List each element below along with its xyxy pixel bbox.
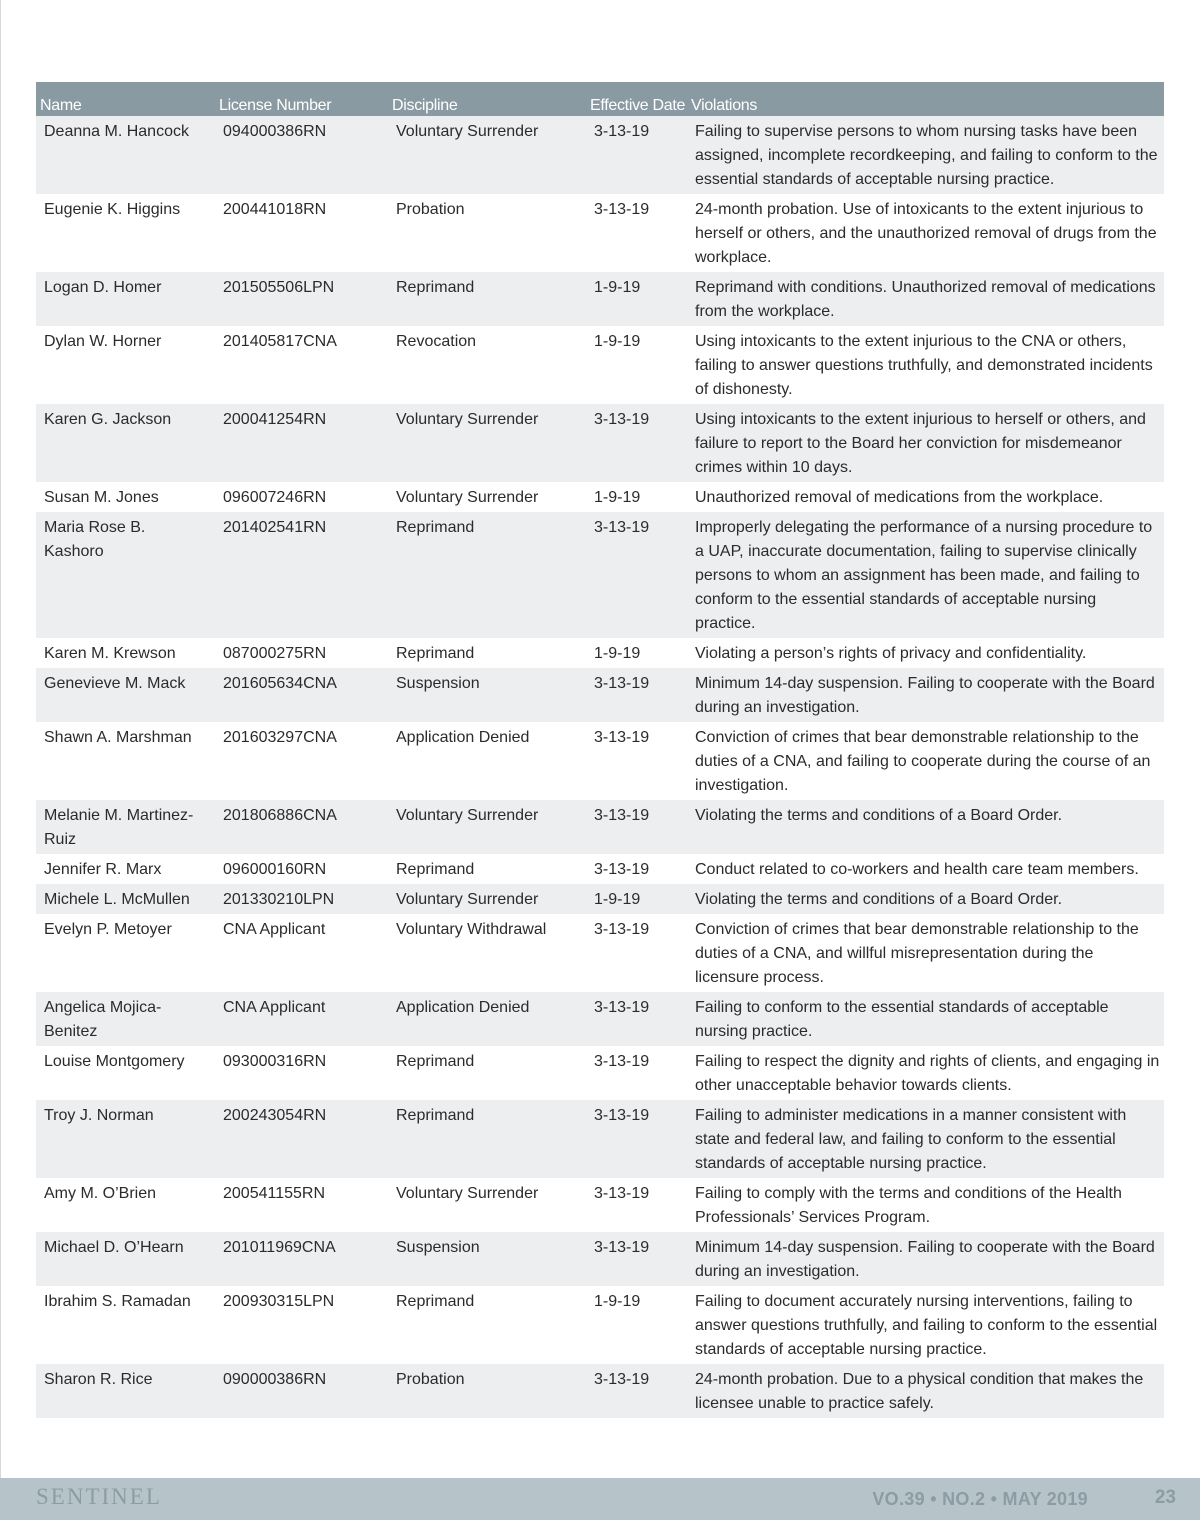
cell-discipline: Probation [396,201,465,218]
cell-discipline: Reprimand [396,645,475,662]
cell-name: Troy J. Norman [44,1107,154,1124]
cell-name: Dylan W. Horner [44,333,162,350]
header-name: Name [40,97,82,114]
cell-violations: 24-month probation. Use of intoxicants to the extent injurious to herself or others, and the unauthorized removal of drugs from the workplace. [695,201,1157,266]
cell-name: Amy M. O’Brien [44,1185,157,1202]
cell-name: Louise Montgomery [44,1053,185,1070]
cell-license: 090000386RN [223,1371,327,1388]
cell-license: 201605634CNA [223,675,337,692]
cell-discipline: Suspension [396,675,480,692]
cell-date: 3-13-19 [594,519,650,536]
cell-license: 200541155RN [223,1185,326,1202]
cell-license: 096007246RN [223,489,327,506]
table-header [36,82,1164,116]
table-row [36,914,1164,992]
cell-date: 3-13-19 [594,999,650,1016]
cell-license: 096000160RN [223,861,327,878]
cell-date: 3-13-19 [594,675,650,692]
header-effective-date: Effective Date [590,97,686,114]
cell-license: 201011969CNA [223,1239,336,1256]
cell-date: 3-13-19 [594,1371,650,1388]
cell-violations: Conduct related to co-workers and health care team members. [695,861,1139,878]
cell-name: Susan M. Jones [44,489,159,506]
cell-license: CNA Applicant [223,999,326,1016]
cell-date: 1-9-19 [594,1293,641,1310]
table-row [36,854,1164,884]
cell-violations: Improperly delegating the performance of a nursing procedure to a UAP, inaccurate documentation, failing to supervise clinically persons to whom an assignment has been made, and failing to conform to the essential standards of acceptable nursing practice. [695,519,1153,632]
cell-violations: Failing to supervise persons to whom nursing tasks have been assigned, incomplete recordkeeping, and failing to conform to the essential standards of acceptable nursing practice. [695,123,1158,188]
cell-date: 1-9-19 [594,333,641,350]
cell-license: 201603297CNA [223,729,337,746]
table-row [36,272,1164,326]
cell-date: 1-9-19 [594,279,641,296]
page-edge [0,0,1,1478]
cell-date: 3-13-19 [594,201,650,218]
cell-discipline: Voluntary Surrender [396,411,539,428]
table-row [36,512,1164,638]
cell-discipline: Reprimand [396,279,475,296]
cell-date: 3-13-19 [594,1107,650,1124]
cell-license: 200041254RN [223,411,327,428]
page-number: 23 [1154,1487,1176,1508]
table-row [36,404,1164,482]
cell-discipline: Probation [396,1371,465,1388]
cell-date: 3-13-19 [594,1185,650,1202]
cell-license: 201330210LPN [223,891,335,908]
cell-date: 3-13-19 [594,1053,650,1070]
cell-violations: Failing to comply with the terms and conditions of the Health Professionals’ Services Program. [695,1185,1122,1226]
cell-date: 3-13-19 [594,411,650,428]
cell-violations: Conviction of crimes that bear demonstrable relationship to the duties of a CNA, and willful misrepresentation during the licensure process. [695,921,1139,986]
cell-date: 3-13-19 [594,123,650,140]
cell-name: Maria Rose B. Kashoro [44,519,146,560]
table-row [36,482,1164,512]
cell-discipline: Reprimand [396,1107,475,1124]
cell-violations: Failing to conform to the essential standards of acceptable nursing practice. [695,999,1109,1040]
cell-license: 094000386RN [223,123,327,140]
table-row [36,1100,1164,1178]
cell-license: 201505506LPN [223,279,335,296]
cell-license: 200243054RN [223,1107,327,1124]
cell-license: 201405817CNA [223,333,337,350]
cell-name: Genevieve M. Mack [44,675,186,692]
cell-discipline: Reprimand [396,519,475,536]
cell-violations: Minimum 14-day suspension. Failing to cooperate with the Board during an investigation. [695,675,1155,716]
header-violations: Violations [691,97,758,114]
table-row [36,1232,1164,1286]
cell-violations: Violating the terms and conditions of a Board Order. [695,807,1063,824]
cell-date: 3-13-19 [594,921,650,938]
table-row [36,884,1164,914]
header-license-number: License Number [219,97,332,114]
issue-info: VO.39 • NO.2 • MAY 2019 [872,1489,1088,1509]
page-footer [0,1478,1200,1520]
cell-name: Michele L. McMullen [44,891,190,908]
publication-title: SENTINEL [36,1484,162,1509]
cell-name: Evelyn P. Metoyer [44,921,172,938]
cell-discipline: Suspension [396,1239,480,1256]
cell-name: Eugenie K. Higgins [44,201,181,218]
cell-date: 1-9-19 [594,891,641,908]
cell-license: 200441018RN [223,201,327,218]
cell-discipline: Voluntary Surrender [396,123,539,140]
cell-date: 3-13-19 [594,807,650,824]
table-row [36,1364,1164,1418]
cell-discipline: Voluntary Surrender [396,891,539,908]
cell-discipline: Reprimand [396,1293,475,1310]
cell-name: Melanie M. Martinez-Ruiz [44,807,194,848]
table-row [36,722,1164,800]
cell-name: Karen G. Jackson [44,411,172,428]
cell-violations: Violating the terms and conditions of a Board Order. [695,891,1063,908]
cell-discipline: Reprimand [396,861,475,878]
cell-discipline: Voluntary Surrender [396,1185,539,1202]
cell-name: Michael D. O’Hearn [44,1239,184,1256]
cell-license: 200930315LPN [223,1293,335,1310]
cell-discipline: Application Denied [396,999,530,1016]
discipline-table [36,82,1164,1418]
table-row [36,992,1164,1046]
cell-name: Shawn A. Marshman [44,729,192,746]
cell-discipline: Voluntary Withdrawal [396,921,547,938]
table-row [36,668,1164,722]
cell-date: 3-13-19 [594,729,650,746]
cell-license: 087000275RN [223,645,327,662]
cell-violations: Conviction of crimes that bear demonstrable relationship to the duties of a CNA, and failing to cooperate during the course of an investigation. [695,729,1151,794]
cell-name: Deanna M. Hancock [44,123,189,140]
cell-date: 1-9-19 [594,645,641,662]
table-row [36,638,1164,668]
cell-name: Ibrahim S. Ramadan [44,1293,191,1310]
cell-violations: Failing to respect the dignity and rights of clients, and engaging in other unacceptable behavior towards clients. [695,1053,1160,1094]
cell-date: 3-13-19 [594,1239,650,1256]
cell-violations: Failing to document accurately nursing interventions, failing to answer questions truthfully, and failing to conform to the essential standards of acceptable nursing practice. [695,1293,1158,1358]
cell-license: 201402541RN [223,519,327,536]
table-row [36,800,1164,854]
cell-name: Angelica Mojica-Benitez [44,999,162,1040]
cell-date: 1-9-19 [594,489,641,506]
header-discipline: Discipline [392,97,458,114]
table-row [36,1286,1164,1364]
table-row [36,1046,1164,1100]
cell-discipline: Reprimand [396,1053,475,1070]
cell-name: Karen M. Krewson [44,645,176,662]
cell-discipline: Voluntary Surrender [396,489,539,506]
cell-violations: Minimum 14-day suspension. Failing to cooperate with the Board during an investigation. [695,1239,1155,1280]
cell-name: Sharon R. Rice [44,1371,153,1388]
cell-license: CNA Applicant [223,921,326,938]
cell-violations: Reprimand with conditions. Unauthorized removal of medications from the workplace. [695,279,1156,320]
cell-license: 201806886CNA [223,807,337,824]
cell-violations: 24-month probation. Due to a physical condition that makes the licensee unable to practice safely. [695,1371,1144,1412]
cell-violations: Failing to administer medications in a manner consistent with state and federal law, and failing to conform to the essential standards of acceptable nursing practice. [695,1107,1127,1172]
cell-violations: Using intoxicants to the extent injurious to herself or others, and failure to report to the Board her conviction for misdemeanor crimes within 10 days. [695,411,1146,476]
cell-discipline: Revocation [396,333,477,350]
cell-date: 3-13-19 [594,861,650,878]
cell-violations: Using intoxicants to the extent injurious to the CNA or others, failing to answer questions truthfully, and demonstrated incidents of dishonesty. [695,333,1153,398]
cell-name: Jennifer R. Marx [44,861,162,878]
cell-discipline: Application Denied [396,729,530,746]
cell-violations: Violating a person’s rights of privacy and confidentiality. [695,645,1087,662]
cell-discipline: Voluntary Surrender [396,807,539,824]
table-row [36,1178,1164,1232]
cell-violations: Unauthorized removal of medications from the workplace. [695,489,1104,506]
table-row [36,326,1164,404]
table-row [36,194,1164,272]
cell-license: 093000316RN [223,1053,327,1070]
table-row [36,116,1164,194]
cell-name: Logan D. Homer [44,279,162,296]
